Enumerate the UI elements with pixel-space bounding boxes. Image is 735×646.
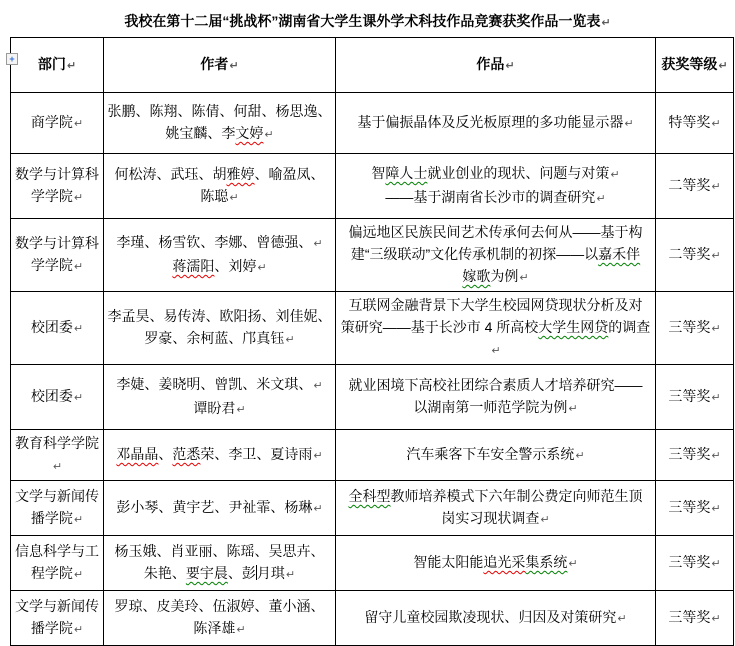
cell-authors[interactable] [104, 292, 336, 365]
table-row [11, 430, 734, 481]
cell-department[interactable] [11, 93, 104, 154]
cell-text-segment: 校团委 [30, 319, 73, 335]
cell-text-segment: 数学与计算科 [15, 166, 99, 182]
cell-work[interactable] [336, 481, 656, 536]
cell-text-segment: 汽车乘客下车安全警示系统 [406, 446, 575, 462]
cell-text-segment: 文学与新闻传 [15, 488, 99, 504]
paragraph-mark-icon: ↵ [519, 271, 529, 284]
cell-text-segment: 基于偏振晶体及反光板原理的多功能显示器 [357, 114, 624, 130]
cell-text-segment: 文学与新闻传 [15, 598, 99, 614]
cell-department[interactable] [11, 154, 104, 219]
paragraph-mark-icon: ↵ [575, 449, 585, 462]
paragraph-mark-icon: ↵ [73, 568, 84, 581]
cell-text-segment: 教师培养模式下六年制公费定向师范生顶 [390, 488, 643, 504]
cell-text-segment: 姚宝麟、李 [165, 125, 236, 141]
table-container [10, 37, 735, 646]
paragraph-mark-icon: ↵ [73, 117, 84, 130]
cell-authors[interactable] [104, 154, 336, 219]
cell-text-segment: 三等奖 [668, 388, 711, 404]
paragraph-mark-icon: ↵ [711, 557, 721, 570]
paragraph-mark-icon: ↵ [257, 261, 267, 274]
paragraph-mark-icon: ↵ [718, 59, 728, 72]
cell-text-segment: ——基于湖南省长沙市的调查研究 [385, 189, 596, 205]
column-header-label: 获奖等级 [661, 56, 718, 72]
cell-award[interactable] [656, 591, 734, 646]
table-move-handle-icon[interactable] [6, 53, 18, 65]
cell-work[interactable] [336, 292, 656, 365]
cell-text-segment: 偏远地区民族民间艺术传承何去何从——基于构 [348, 224, 643, 240]
cell-award[interactable] [656, 365, 734, 430]
column-header-0[interactable] [11, 38, 104, 93]
paragraph-mark-icon: ↵ [505, 59, 515, 72]
cell-text-segment: 李瑾、杨雪钦、李娜、曾德强、 [116, 234, 313, 250]
cell-award[interactable] [656, 93, 734, 154]
cell-text-segment: 张鹏、陈翔、陈倩、何甜、杨思逸、 [107, 103, 332, 119]
column-header-2[interactable] [336, 38, 656, 93]
paragraph-mark-icon: ↵ [313, 449, 323, 462]
paragraph-mark-icon: ↵ [236, 403, 246, 416]
table-move-handle-plus: + [9, 53, 15, 64]
cell-text-segment: 学学院 [30, 188, 73, 204]
cell-text-segment: 智能太阳能 [413, 554, 484, 570]
cell-text-segment: 嘉禾伴 [598, 246, 641, 262]
table-header-row [11, 38, 734, 93]
paragraph-mark-icon: ↵ [285, 568, 296, 581]
cell-authors[interactable] [104, 365, 336, 430]
cell-text-segment: 智 [371, 165, 386, 181]
cell-authors[interactable] [104, 536, 336, 591]
table-row [11, 219, 734, 292]
cell-department[interactable] [11, 591, 104, 646]
paragraph-mark-icon: ↵ [711, 249, 721, 262]
cell-work[interactable] [336, 536, 656, 591]
column-header-label: 作者 [200, 56, 229, 72]
cell-text-segment: 何松涛、武珏、胡 [114, 166, 227, 182]
cell-text-segment: 程学院 [30, 565, 73, 581]
cell-text-segment: 、喻盈凤、 [254, 166, 325, 182]
table-row [11, 365, 734, 430]
cell-text-segment: 文婷 [235, 125, 264, 141]
paragraph-mark-icon: ↵ [596, 192, 606, 205]
cell-text-segment: 就业困境下高校社团综合素质人才培养研究—— [348, 377, 643, 393]
paragraph-mark-icon: ↵ [52, 460, 63, 473]
cell-text-segment: 要宇晨 [185, 565, 228, 581]
cell-text-segment: 集系统 [525, 554, 568, 570]
table-row [11, 292, 734, 365]
cell-department[interactable] [11, 365, 104, 430]
cell-text-segment: 罗琼、皮美玲、伍淑婷、董小涵、 [114, 598, 325, 614]
paragraph-mark-icon: ↵ [568, 402, 578, 415]
paragraph-mark-icon: ↵ [624, 117, 634, 130]
cell-text-segment: 邓晶晶 [116, 446, 159, 462]
table-row [11, 481, 734, 536]
cell-department[interactable] [11, 219, 104, 292]
cell-authors[interactable] [104, 481, 336, 536]
cell-work[interactable] [336, 591, 656, 646]
awards-table [10, 37, 734, 646]
cell-text-segment: 蒋濡阳 [172, 258, 215, 274]
cell-text-segment: 雅婷 [226, 166, 255, 182]
paragraph-mark-icon: ↵ [617, 612, 627, 625]
paragraph-mark-icon: ↵ [568, 557, 578, 570]
cell-text-segment: 播学院 [30, 510, 73, 526]
cell-text-segment: 为例 [490, 268, 519, 284]
table-row [11, 93, 734, 154]
table-row [11, 591, 734, 646]
cell-award[interactable] [656, 536, 734, 591]
paragraph-mark-icon: ↵ [313, 379, 323, 392]
paragraph-mark-icon: ↵ [73, 260, 84, 273]
cell-text-segment: 、彭 [227, 565, 256, 581]
cell-text-segment: 三等奖 [668, 609, 711, 625]
cell-text-segment: 以湖南第一师范学院为例 [413, 399, 568, 415]
cell-text-segment: 二等奖 [668, 177, 711, 193]
column-header-label: 作品 [476, 56, 505, 72]
paragraph-mark-icon: ↵ [711, 502, 721, 515]
cell-award[interactable] [656, 430, 734, 481]
paragraph-mark-icon: ↵ [229, 59, 239, 72]
cell-text-segment: 陈泽雄 [193, 620, 236, 636]
cell-text-segment: 二等奖 [668, 246, 711, 262]
cell-text-segment: 岗实习现状调查 [441, 510, 540, 526]
paragraph-mark-icon: ↵ [711, 449, 721, 462]
paragraph-mark-icon: ↵ [236, 623, 246, 636]
cell-authors[interactable] [104, 591, 336, 646]
paragraph-mark-icon: ↵ [313, 502, 323, 515]
cell-text-segment: 追光采 [483, 554, 526, 570]
paragraph-mark-icon: ↵ [73, 391, 84, 404]
cell-text-segment: 朱艳、 [143, 565, 186, 581]
paragraph-mark-icon: ↵ [313, 237, 323, 250]
cell-authors[interactable] [104, 430, 336, 481]
paragraph-mark-icon: ↵ [491, 344, 501, 357]
cell-authors[interactable] [104, 93, 336, 154]
column-header-1[interactable] [104, 38, 336, 93]
cell-award[interactable] [656, 292, 734, 365]
paragraph-mark-icon: ↵ [711, 322, 721, 335]
cell-work[interactable] [336, 430, 656, 481]
table-row [11, 536, 734, 591]
cell-text-segment: 罗豪、余柯蓝、邝真钰 [144, 330, 285, 346]
cell-text-segment: 彭小琴、黄宇艺、尹祉霏、杨琳 [116, 499, 313, 515]
cell-text-segment: 校团委 [30, 388, 73, 404]
cell-award[interactable] [656, 481, 734, 536]
cell-text-segment: 留守儿童校园欺凌现状、归因及对策研究 [364, 609, 617, 625]
cell-text-segment: 大学生网贷 [538, 319, 609, 335]
cell-authors[interactable] [104, 219, 336, 292]
cell-work[interactable] [336, 365, 656, 430]
cell-award[interactable] [656, 219, 734, 292]
cell-text-segment: 学学院 [30, 257, 73, 273]
cell-work[interactable] [336, 219, 656, 292]
cell-department[interactable] [11, 430, 104, 481]
cell-text-segment: 信息科学与工 [15, 543, 99, 559]
cell-text-segment: 障人士 [385, 165, 428, 181]
cell-text-segment: 三等奖 [668, 499, 711, 515]
cell-award[interactable] [656, 154, 734, 219]
cell-text-segment: 商学院 [30, 114, 73, 130]
cell-work[interactable] [336, 154, 656, 219]
cell-text-segment: 陈聪 [200, 188, 229, 204]
table-body [11, 93, 734, 646]
paragraph-mark-icon: ↵ [711, 612, 721, 625]
cell-text-segment: 教育科学学院 [15, 435, 99, 451]
paragraph-mark-icon: ↵ [73, 513, 84, 526]
paragraph-mark-icon: ↵ [73, 322, 84, 335]
paragraph-mark-icon: ↵ [711, 391, 721, 404]
paragraph-mark-icon: ↵ [229, 191, 239, 204]
paragraph-mark-icon: ↵ [711, 117, 721, 130]
cell-text-segment: 荣、李卫、夏诗雨 [200, 446, 313, 462]
paragraph-mark-icon: ↵ [73, 191, 84, 204]
cell-department[interactable] [11, 292, 104, 365]
cell-text-segment: 月琪 [256, 565, 285, 581]
cell-text-segment: 嫁歌 [462, 268, 491, 284]
table-row [11, 154, 734, 219]
paragraph-mark-icon: ↵ [285, 333, 295, 346]
cell-text-segment: 的调查 [608, 319, 651, 335]
cell-text-segment: 李婕、姜晓明、曾凯、米文琪、 [116, 376, 313, 392]
cell-text-segment: 数学与计算科 [15, 235, 99, 251]
cell-text-segment: 范悉 [172, 446, 201, 462]
cell-department[interactable] [11, 481, 104, 536]
paragraph-mark-icon: ↵ [66, 59, 77, 72]
cell-text-segment: 三等奖 [668, 319, 711, 335]
column-header-3[interactable] [656, 38, 734, 93]
column-header-label: 部门 [37, 56, 66, 72]
cell-text-segment: 互联网金融背景下大学生校园网贷现状分析及对 [348, 297, 643, 313]
cell-text-segment: 、 [158, 446, 173, 462]
cell-text-segment: 杨玉娥、肖亚丽、陈瑶、吴思卉、 [114, 543, 325, 559]
cell-text-segment: 三等奖 [668, 554, 711, 570]
document-title[interactable] [0, 10, 735, 34]
cell-text-segment: 谭盼君 [193, 400, 236, 416]
cell-text-segment: 特等奖 [668, 114, 711, 130]
cell-text-segment: 李孟昊、易传涛、欧阳扬、刘佳妮、 [107, 308, 332, 324]
cell-department[interactable] [11, 536, 104, 591]
cell-text-segment: 播学院 [30, 620, 73, 636]
paragraph-mark-icon: ↵ [711, 180, 721, 193]
paragraph-mark-icon: ↵ [601, 16, 611, 29]
cell-text-segment: 建“三级联动”文化传承机制的初探——以 [350, 246, 599, 262]
cell-work[interactable] [336, 93, 656, 154]
word-document-page [0, 10, 735, 640]
cell-text-segment: 全科型 [348, 488, 391, 504]
paragraph-mark-icon: ↵ [73, 623, 84, 636]
cell-text-segment: 三等奖 [668, 446, 711, 462]
paragraph-mark-icon: ↵ [264, 128, 274, 141]
cell-text-segment: 就业创业的现状、问题与对策 [427, 165, 610, 181]
paragraph-mark-icon: ↵ [610, 168, 620, 181]
paragraph-mark-icon: ↵ [540, 513, 550, 526]
document-title-text: 我校在第十二届“挑战杯”湖南省大学生课外学术科技作品竞赛获奖作品一览表 [124, 13, 601, 29]
cell-text-segment: 策研究——基于长沙市 4 所高校 [340, 319, 539, 335]
cell-text-segment: 、刘婷 [214, 258, 257, 274]
